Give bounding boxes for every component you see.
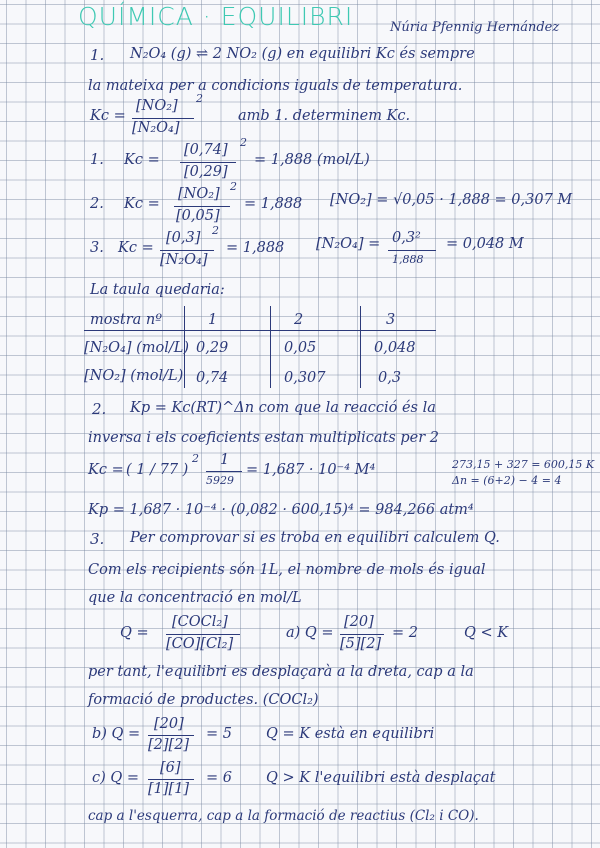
calc-1-denominator: [0,29] (184, 164, 228, 180)
question-2-number: 2. (92, 400, 107, 418)
table-cell: 0,3 (378, 370, 402, 386)
author-name: Núria Pfennig Hernández (390, 20, 560, 35)
kc-definition-numerator: [NO₂] (136, 98, 178, 114)
q3-b-numerator: [20] (154, 716, 184, 732)
calc-1-left: Kc = (124, 152, 160, 168)
q2-side-temperature: 273,15 + 327 = 600,15 K (452, 458, 595, 471)
calc-1-numerator: [0,74] (184, 142, 228, 158)
q3-c-result: = 6 (206, 770, 232, 786)
q3-c-text: Q > K l'equilibri està desplaçat (266, 770, 496, 786)
table-header-cell: 2 (294, 312, 304, 328)
q3-q-denominator: [CO][Cl₂] (166, 636, 234, 652)
calc-2-result: = 1,888 (244, 196, 303, 212)
q1-text-line: la mateixa per a condicions iguals de temperatura. (88, 78, 463, 94)
calc-1-label: 1. (90, 152, 104, 168)
table-cell: 0,048 (374, 340, 416, 356)
calc-2-solve: [NO₂] = √0,05 · 1,888 = 0,307 M (330, 192, 573, 208)
table-cell: 0,74 (196, 370, 229, 386)
table-cell: 0,05 (284, 340, 317, 356)
q2-kc-left: Kc = (88, 462, 124, 478)
q2-kc-exponent: 2 (192, 452, 199, 465)
table-divider (360, 306, 361, 388)
calc-3-solve-result: = 0,048 M (446, 236, 524, 252)
calc-3-denominator: [N₂O₄] (160, 252, 208, 268)
calc-3-left: Kc = (118, 240, 154, 256)
question-3-number: 3. (90, 530, 105, 548)
q3-q-numerator: [COCl₂] (172, 614, 228, 630)
q2-kc-result: = 1,687 · 10⁻⁴ M⁴ (246, 462, 376, 478)
q2-kc-frac-numerator: 1 (220, 452, 230, 468)
table-divider (270, 306, 271, 388)
calc-2-numerator: [NO₂] (178, 186, 220, 202)
calc-3-label: 3. (90, 240, 104, 256)
q2-text-line: inversa i els coeficients estan multiplicats per 2 (88, 430, 440, 446)
q2-kp-line: Kp = 1,687 · 10⁻⁴ · (0,082 · 600,15)⁴ = 984,266 atm⁴ (88, 502, 474, 518)
table-cell: 0,307 (284, 370, 326, 386)
q3-c-label: c) Q = (92, 770, 140, 786)
q2-kc-paren: ( 1 / 77 ) (126, 462, 189, 478)
calc-1-result: = 1,888 (mol/L) (254, 152, 370, 168)
calc-1-exponent: 2 (240, 136, 247, 149)
q3-q-left: Q = (120, 625, 149, 641)
q3-b-result: = 5 (206, 726, 232, 742)
q3-a-denominator: [5][2] (340, 636, 382, 652)
q3-a-result: = 2 (392, 625, 418, 641)
q3-a-label: a) Q = (286, 625, 334, 641)
q3-b-text: Q = K està en equilibri (266, 726, 435, 742)
table-rule (84, 330, 436, 331)
table-cell: [NO₂] (mol/L) (84, 368, 184, 384)
calc-2-label: 2. (90, 196, 104, 212)
calc-3-result: = 1,888 (226, 240, 285, 256)
fraction-bar (206, 471, 242, 472)
q3-c-denominator: [1][1] (148, 781, 190, 797)
calc-3-exponent: 2 (212, 224, 219, 237)
kc-definition-denominator: [N₂O₄] (132, 120, 180, 136)
question-1-number: 1. (90, 46, 105, 64)
q3-b-label: b) Q = (92, 726, 141, 742)
calc-2-denominator: [0,05] (176, 208, 220, 224)
calc-3-solve-numerator: 0,3² (392, 230, 421, 246)
q2-kc-frac-denominator: 5929 (206, 474, 234, 487)
table-cell: [N₂O₄] (mol/L) (84, 340, 190, 356)
q3-a-text-line-2: formació de productes. (COCl₂) (88, 692, 319, 708)
q3-c-numerator: [6] (160, 760, 181, 776)
q3-a-text-line-1: per tant, l'equilibri es desplaçarà a la dreta, cap a la (88, 664, 474, 680)
table-header-cell: mostra nº (90, 312, 163, 328)
calc-2-exponent: 2 (230, 180, 237, 193)
calc-3-solve-left: [N₂O₄] = (316, 236, 381, 252)
q3-text-line-2: Com els recipients són 1L, el nombre de mols és igual (88, 562, 486, 578)
fraction-bar (388, 250, 436, 251)
table-header-cell: 1 (208, 312, 218, 328)
q1-reaction-line: N₂O₄ (g) ⇌ 2 NO₂ (g) en equilibri Kc és sempre (130, 46, 475, 62)
table-intro: La taula quedaria: (90, 282, 225, 298)
table-cell: 0,29 (196, 340, 229, 356)
kc-definition-left: Kc = (90, 108, 126, 124)
calc-3-solve-denominator: 1,888 (392, 253, 424, 266)
kc-definition-exponent: 2 (196, 92, 203, 105)
table-header-cell: 3 (386, 312, 396, 328)
page-title: QUÍMICA · EQUILIBRI (78, 2, 354, 31)
q3-b-denominator: [2][2] (148, 737, 190, 753)
q3-c-text-line-2: cap a l'esquerra, cap a la formació de reactius (Cl₂ i CO). (88, 808, 479, 824)
calc-2-left: Kc = (124, 196, 160, 212)
calc-3-numerator: [0,3] (166, 230, 201, 246)
q2-side-delta-n: Δn = (6+2) − 4 = 4 (452, 474, 562, 487)
q3-text-line-1: Per comprovar si es troba en equilibri calculem Q. (130, 530, 500, 546)
q3-a-compare: Q < K (464, 625, 509, 641)
q3-a-numerator: [20] (344, 614, 374, 630)
q2-formula-line: Kp = Kc(RT)^Δn com que la reacció és la (130, 400, 436, 416)
kc-definition-note: amb 1. determinem Kc. (238, 108, 411, 124)
q3-text-line-3: que la concentració en mol/L (88, 590, 302, 606)
